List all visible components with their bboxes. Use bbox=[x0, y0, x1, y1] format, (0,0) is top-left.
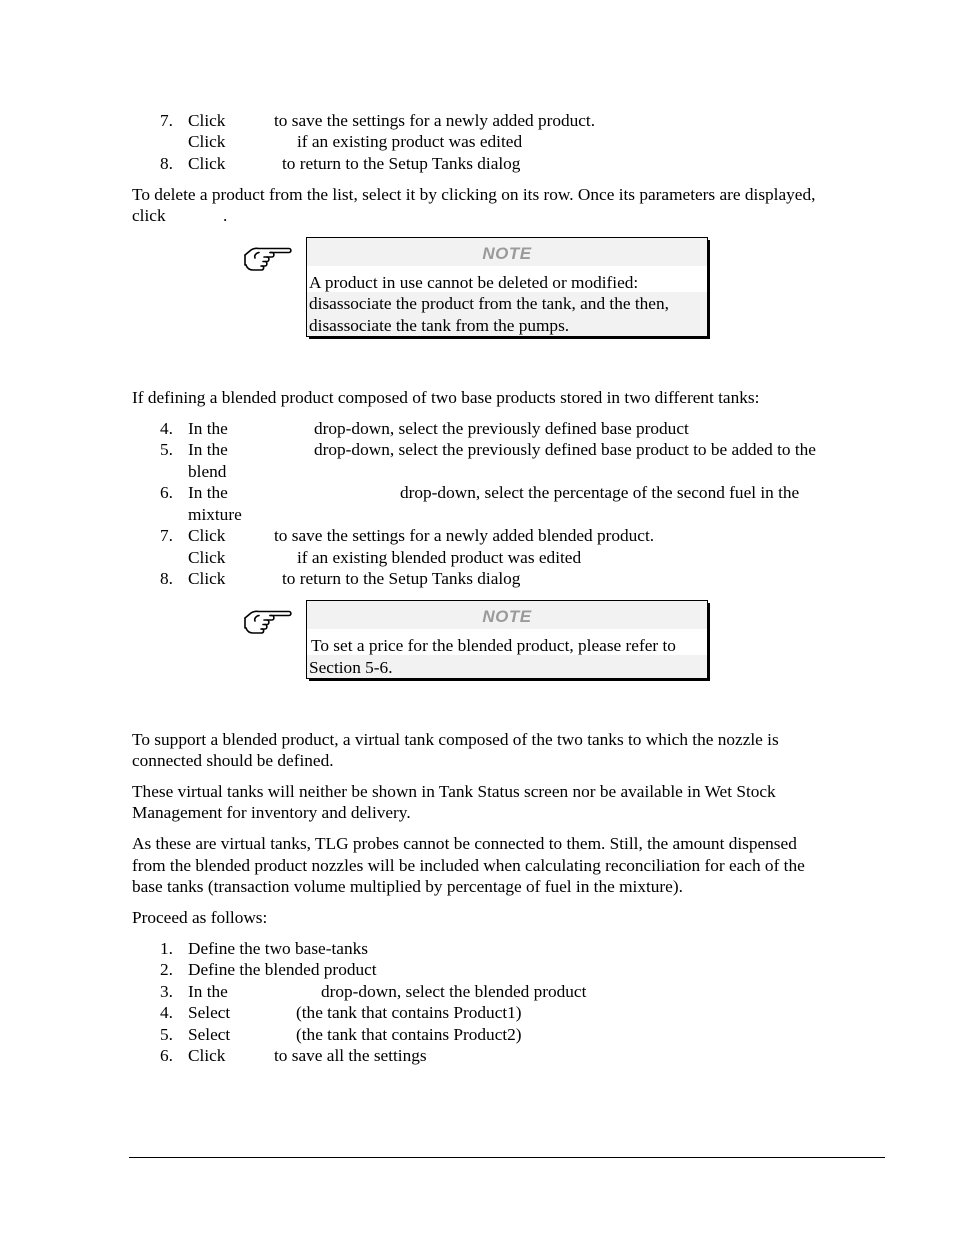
delete-paragraph-end: . bbox=[223, 206, 228, 225]
footer-rule bbox=[129, 1157, 885, 1158]
list-word: Click bbox=[188, 569, 226, 588]
list-word: Click bbox=[188, 154, 226, 173]
list-word: In the bbox=[188, 483, 228, 502]
paragraph-line: connected should be defined. bbox=[132, 751, 334, 770]
list-text: drop-down, select the previously defined base product bbox=[314, 419, 689, 438]
paragraph-line: As these are virtual tanks, TLG probes cannot be connected to them. Still, the amount dispensed bbox=[132, 834, 797, 853]
list-number: 7. bbox=[160, 526, 173, 545]
list-text: to return to the Setup Tanks dialog bbox=[282, 569, 521, 588]
list-number: 3. bbox=[160, 982, 173, 1001]
note-box bbox=[306, 600, 708, 679]
note-text-line: disassociate the product from the tank, and the then, bbox=[309, 294, 669, 313]
paragraph-line: These virtual tanks will neither be shown in Tank Status screen nor be available in Wet Stock bbox=[132, 782, 776, 801]
list-number: 8. bbox=[160, 154, 173, 173]
list-text: to save all the settings bbox=[274, 1046, 427, 1065]
list-word: In the bbox=[188, 419, 228, 438]
list-text: (the tank that contains Product2) bbox=[296, 1025, 522, 1044]
list-word: Select bbox=[188, 1025, 231, 1044]
paragraph-line: Management for inventory and delivery. bbox=[132, 803, 411, 822]
note-box bbox=[306, 237, 708, 337]
list-text: if an existing product was edited bbox=[297, 132, 523, 151]
list-word: Click bbox=[188, 526, 226, 545]
list-word: Click bbox=[188, 111, 226, 130]
list-number: 5. bbox=[160, 1025, 173, 1044]
pointing-hand-icon bbox=[243, 607, 293, 637]
list-text: drop-down, select the percentage of the second fuel in the bbox=[400, 483, 800, 502]
note-text-line: To set a price for the blended product, please refer to bbox=[311, 636, 676, 655]
note-title: NOTE bbox=[482, 244, 532, 263]
note-text-line: Section 5-6. bbox=[309, 658, 393, 677]
list-text: drop-down, select the previously defined base product to be added to the bbox=[314, 440, 816, 459]
proceed-text: Proceed as follows: bbox=[132, 908, 268, 927]
list-word: In the bbox=[188, 982, 228, 1001]
list-number: 7. bbox=[160, 111, 173, 130]
list-text: to return to the Setup Tanks dialog bbox=[282, 154, 521, 173]
list-text: to save the settings for a newly added product. bbox=[274, 111, 596, 130]
note-text-line: A product in use cannot be deleted or modified: bbox=[309, 273, 639, 292]
list-text: drop-down, select the blended product bbox=[321, 982, 587, 1001]
list-word: blend bbox=[188, 462, 227, 481]
list-number: 6. bbox=[160, 1046, 173, 1065]
list-number: 5. bbox=[160, 440, 173, 459]
paragraph-line: To support a blended product, a virtual tank composed of the two tanks to which the nozzle is bbox=[132, 730, 779, 749]
list-number: 1. bbox=[160, 939, 173, 958]
list-word: mixture bbox=[188, 505, 242, 524]
pointing-hand-icon bbox=[243, 244, 293, 274]
paragraph-line: from the blended product nozzles will be included when calculating reconciliation for each of the bbox=[132, 856, 805, 875]
paragraph-line: base tanks (transaction volume multiplied by percentage of fuel in the mixture). bbox=[132, 877, 683, 896]
delete-paragraph-word: click bbox=[132, 206, 166, 225]
list-word: Click bbox=[188, 132, 226, 151]
blend-intro: If defining a blended product composed of two base products stored in two different tanks: bbox=[132, 388, 760, 407]
list-word: Select bbox=[188, 1003, 231, 1022]
note-title: NOTE bbox=[482, 607, 532, 626]
list-word: Define the two base-tanks bbox=[188, 939, 368, 958]
delete-paragraph-line: To delete a product from the list, select it by clicking on its row. Once its parameters are displayed, bbox=[132, 185, 816, 204]
list-word: Define the blended product bbox=[188, 960, 377, 979]
list-number: 6. bbox=[160, 483, 173, 502]
list-number: 4. bbox=[160, 419, 173, 438]
list-text: if an existing blended product was edited bbox=[297, 548, 582, 567]
list-text: to save the settings for a newly added blended product. bbox=[274, 526, 655, 545]
note-text-line: disassociate the tank from the pumps. bbox=[309, 316, 570, 335]
list-text: (the tank that contains Product1) bbox=[296, 1003, 522, 1022]
list-number: 8. bbox=[160, 569, 173, 588]
list-word: Click bbox=[188, 1046, 226, 1065]
list-number: 2. bbox=[160, 960, 173, 979]
list-number: 4. bbox=[160, 1003, 173, 1022]
list-word: Click bbox=[188, 548, 226, 567]
list-word: In the bbox=[188, 440, 228, 459]
